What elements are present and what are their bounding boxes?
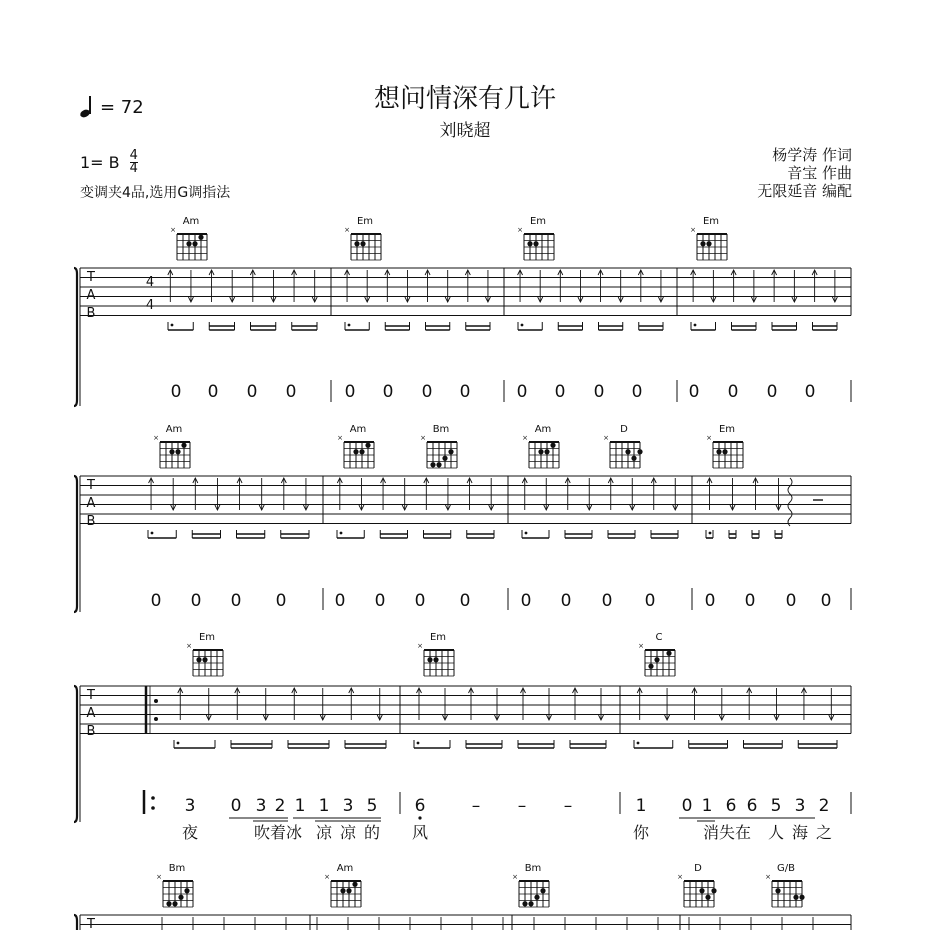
chord-dot: [172, 901, 177, 906]
chord-name: Bm: [168, 863, 186, 874]
chord-name: Am: [534, 424, 552, 435]
system-bracket: [74, 686, 77, 822]
jianpu-rest: 0: [414, 591, 426, 611]
jianpu-rest: 0: [334, 591, 346, 611]
chord-dot: [648, 664, 653, 669]
jianpu-rest: 0: [554, 382, 566, 402]
song-artist: 刘晓超: [439, 121, 491, 141]
mute-mark: ×: [417, 642, 423, 650]
system-bracket: [74, 915, 77, 930]
rhythm-dot: [340, 532, 343, 535]
mute-mark: ×: [420, 434, 426, 442]
chord-dot: [550, 443, 555, 448]
rhythm-dot: [348, 324, 351, 327]
jianpu-rest: 0: [688, 382, 700, 402]
jianpu-rest: 0: [631, 382, 643, 402]
jianpu-rest: 0: [459, 591, 471, 611]
chord-name: G/B: [777, 863, 795, 874]
chord-dot: [528, 901, 533, 906]
chord-dot: [533, 241, 538, 246]
chord-dot: [699, 888, 704, 893]
tab-letter-a: A: [86, 706, 96, 721]
chord-dot: [353, 449, 358, 454]
jianpu-rest: 0: [382, 382, 394, 402]
mute-mark: ×: [706, 434, 712, 442]
tab-letter-b: B: [86, 306, 96, 321]
jianpu-note: –: [471, 796, 481, 816]
lyric-text: 之: [815, 823, 833, 842]
chord-name: Am: [182, 216, 200, 227]
repeat-dot: [154, 699, 158, 703]
chord-name: D: [694, 863, 702, 874]
mute-mark: ×: [153, 434, 159, 442]
chord-name: C: [655, 632, 663, 643]
chord-dot: [433, 657, 438, 662]
jianpu-rest: 0: [593, 382, 605, 402]
jianpu-rest: 0: [766, 382, 778, 402]
chord-dot: [700, 241, 705, 246]
chord-dot: [538, 449, 543, 454]
chord-dot: [527, 241, 532, 246]
chord-dot: [534, 895, 539, 900]
jianpu-rest: 0: [421, 382, 433, 402]
jianpu-rest: 0: [820, 591, 832, 611]
system-bracket: [74, 268, 77, 406]
chord-name: Em: [429, 632, 447, 643]
jianpu-rest: 0: [285, 382, 297, 402]
rhythm-dot: [709, 532, 712, 535]
repeat-dot: [151, 796, 155, 800]
chord-dot: [442, 456, 447, 461]
chord-dot: [169, 449, 174, 454]
rhythm-dot: [694, 324, 697, 327]
chord-dot: [705, 895, 710, 900]
chord-name: Em: [529, 216, 547, 227]
chord-name: Em: [702, 216, 720, 227]
mute-mark: ×: [186, 642, 192, 650]
jianpu-note: 6: [414, 796, 426, 816]
chord-dot: [427, 657, 432, 662]
time-sig-bottom: 4: [129, 161, 138, 176]
chord-dot: [178, 895, 183, 900]
chord-dot: [631, 456, 636, 461]
mute-mark: ×: [638, 642, 644, 650]
lyric-text: 凉: [315, 823, 333, 842]
chord-dot: [722, 449, 727, 454]
mute-mark: ×: [690, 226, 696, 234]
rhythm-dot: [637, 742, 640, 745]
chord-dot: [430, 462, 435, 467]
lyric-text: 消失在: [703, 823, 752, 842]
capo-note: 变调夹4品,选用G调指法: [80, 185, 231, 201]
chord-dot: [544, 449, 549, 454]
system-bracket: [74, 476, 77, 612]
lyric-text: 人: [767, 823, 785, 842]
chord-dot: [346, 888, 351, 893]
chord-dot: [436, 462, 441, 467]
tab-letter-t: T: [87, 270, 95, 285]
jianpu-note: 5: [366, 796, 378, 816]
tab-letter-b: B: [86, 514, 96, 529]
jianpu-note: –: [517, 796, 527, 816]
mute-mark: ×: [324, 873, 330, 881]
rhythm-dot: [525, 532, 528, 535]
rhythm-dot: [171, 324, 174, 327]
chord-dot: [448, 449, 453, 454]
chord-dot: [716, 449, 721, 454]
jianpu-rest: 0: [727, 382, 739, 402]
jianpu-rest: 0: [230, 591, 242, 611]
jianpu-rest: 0: [190, 591, 202, 611]
chord-dot: [192, 241, 197, 246]
rhythm-dot: [151, 532, 154, 535]
jianpu-rest: 0: [601, 591, 613, 611]
rhythm-dot: [417, 742, 420, 745]
chord-dot: [540, 888, 545, 893]
rhythm-dot: [521, 324, 524, 327]
jianpu-rest: 0: [170, 382, 182, 402]
jianpu-note: 1: [701, 796, 713, 816]
mute-mark: ×: [517, 226, 523, 234]
tempo-text: = 72: [100, 96, 144, 118]
chord-name: Bm: [524, 863, 542, 874]
chord-dot: [625, 449, 630, 454]
chord-name: Em: [356, 216, 374, 227]
chord-dot: [360, 241, 365, 246]
repeat-dot: [151, 806, 155, 810]
mute-mark: ×: [156, 873, 162, 881]
chord-dot: [799, 895, 804, 900]
chord-dot: [365, 443, 370, 448]
rhythm-dot: [177, 742, 180, 745]
lyric-text: 的: [363, 823, 381, 842]
jianpu-note: 1: [635, 796, 647, 816]
chord-dot: [184, 888, 189, 893]
jianpu-rest: 0: [246, 382, 258, 402]
tab-letter-t: T: [87, 478, 95, 493]
jianpu-rest: 0: [374, 591, 386, 611]
jianpu-note: 1: [294, 796, 306, 816]
chord-dot: [198, 235, 203, 240]
jianpu-note: 2: [818, 796, 830, 816]
jianpu-rest: 0: [459, 382, 471, 402]
mute-mark: ×: [512, 873, 518, 881]
chord-dot: [175, 449, 180, 454]
lyric-text: 你: [632, 823, 650, 842]
tab-letter-b: B: [86, 724, 96, 739]
chord-dot: [522, 901, 527, 906]
chord-dot: [196, 657, 201, 662]
lyric-text: 风: [411, 823, 429, 842]
jianpu-rest: 0: [520, 591, 532, 611]
jianpu-note: –: [563, 796, 573, 816]
chord-name: Em: [718, 424, 736, 435]
mute-mark: ×: [337, 434, 343, 442]
time-sig-tab-bottom: 4: [145, 298, 155, 313]
lyric-text: 夜: [181, 823, 199, 842]
chord-dot: [166, 901, 171, 906]
chord-dot: [181, 443, 186, 448]
chord-dot: [711, 888, 716, 893]
jianpu-rest: 0: [516, 382, 528, 402]
chord-dot: [340, 888, 345, 893]
mute-mark: ×: [765, 873, 771, 881]
chord-dot: [352, 882, 357, 887]
jianpu-note: 5: [770, 796, 782, 816]
song-title: 想问情深有几许: [373, 84, 556, 114]
jianpu-rest: 0: [785, 591, 797, 611]
chord-dot: [359, 449, 364, 454]
jianpu-rest: 0: [207, 382, 219, 402]
time-sig-tab-top: 4: [145, 275, 155, 290]
lyric-text: 吹着冰: [254, 823, 303, 842]
chord-dot: [706, 241, 711, 246]
jianpu-rest: 0: [344, 382, 356, 402]
tab-letter-a: A: [86, 496, 96, 511]
jianpu-note: 2: [274, 796, 286, 816]
chord-dot: [637, 449, 642, 454]
jianpu-note: 3: [794, 796, 806, 816]
mute-mark: ×: [344, 226, 350, 234]
jianpu-rest: 0: [804, 382, 816, 402]
jianpu-rest: 0: [150, 591, 162, 611]
jianpu-rest: 0: [644, 591, 656, 611]
credit-lyricist: 杨学涛 作词: [772, 146, 852, 164]
tab-letter-t: T: [87, 688, 95, 703]
jianpu-rest: 0: [560, 591, 572, 611]
chord-dot: [654, 657, 659, 662]
chord-dot: [354, 241, 359, 246]
credit-arranger: 无限延音 编配: [757, 182, 852, 200]
time-sig-top: 4: [129, 148, 138, 163]
jianpu-note: 0: [230, 796, 242, 816]
chord-name: Em: [198, 632, 216, 643]
key-text: 1= B: [80, 153, 120, 172]
mute-mark: ×: [522, 434, 528, 442]
lyric-text: 凉: [339, 823, 357, 842]
chord-name: Am: [165, 424, 183, 435]
lyric-text: 海: [791, 823, 809, 842]
mute-mark: ×: [603, 434, 609, 442]
chord-name: Bm: [432, 424, 450, 435]
octave-dot: [418, 816, 421, 819]
jianpu-note: 3: [255, 796, 267, 816]
jianpu-note: 0: [681, 796, 693, 816]
jianpu-rest: 0: [704, 591, 716, 611]
chord-dot: [186, 241, 191, 246]
tab-letter-t: T: [87, 917, 95, 930]
jianpu-rest: 0: [744, 591, 756, 611]
chord-name: Am: [349, 424, 367, 435]
chord-dot: [793, 895, 798, 900]
chord-name: Am: [336, 863, 354, 874]
chord-dot: [775, 888, 780, 893]
jianpu-note: 6: [725, 796, 737, 816]
mute-mark: ×: [170, 226, 176, 234]
tab-letter-a: A: [86, 288, 96, 303]
mute-mark: ×: [677, 873, 683, 881]
credit-composer: 音宝 作曲: [787, 164, 852, 182]
chord-dot: [666, 651, 671, 656]
chord-name: D: [620, 424, 628, 435]
jianpu-note: 3: [342, 796, 354, 816]
jianpu-note: 6: [746, 796, 758, 816]
chord-dot: [202, 657, 207, 662]
jianpu-note: 3: [184, 796, 196, 816]
repeat-dot: [154, 717, 158, 721]
jianpu-rest: 0: [275, 591, 287, 611]
jianpu-note: 1: [318, 796, 330, 816]
